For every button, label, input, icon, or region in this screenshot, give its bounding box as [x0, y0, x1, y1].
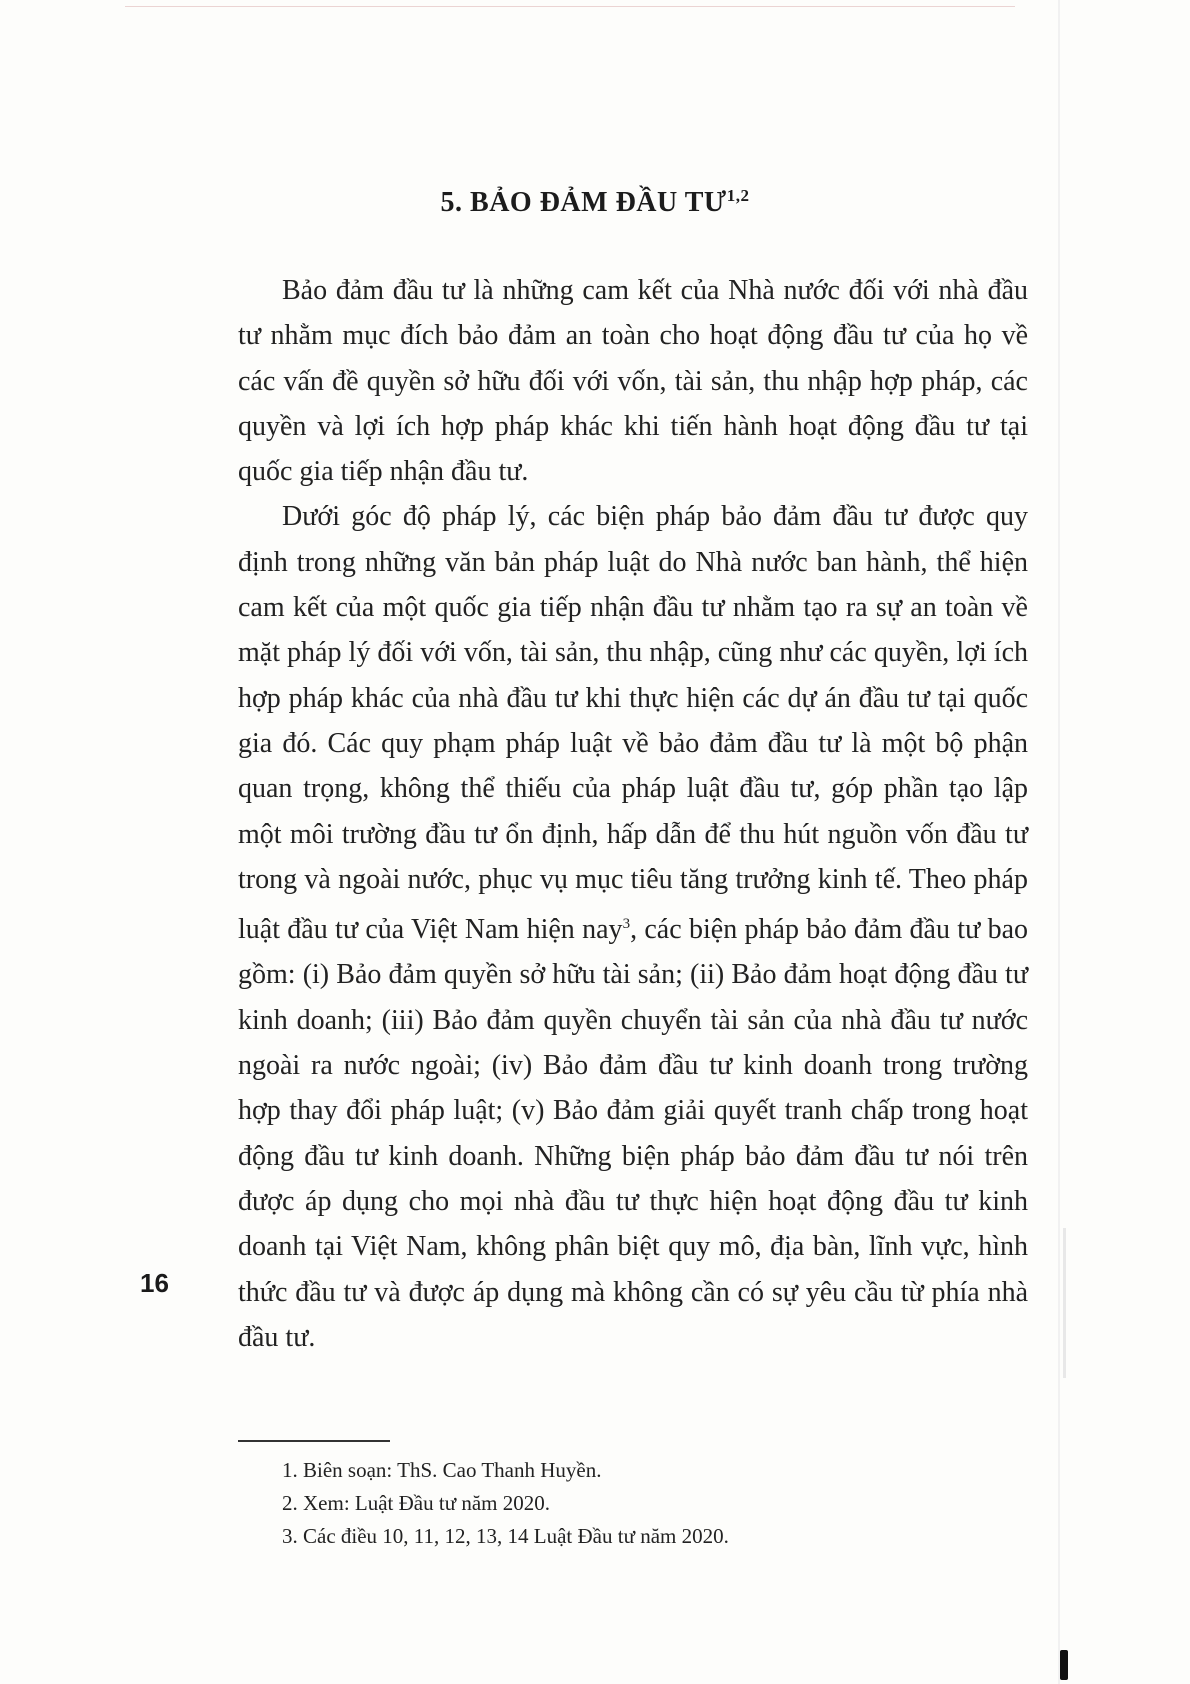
footnote-ref-3: 3 [622, 916, 631, 933]
paragraph-2-part-1: Dưới góc độ pháp lý, các biện pháp bảo đảm đầu tư được quy định trong những văn bản pháp luật do Nhà nước ban hành, thể hiện cam kết của một quốc gia tiếp nhận đầu tư nhằm tạo ra sự an toàn về mặt pháp lý đối với vốn, tài sản, thu nhập, cũng như các quyền, lợi ích hợp pháp khác của nhà đầu tư khi thực hiện các dự án đầu tư tại quốc gia đó. Các quy phạm pháp luật về bảo đảm đầu tư là một bộ phận quan trọng, không thể thiếu của pháp luật đầu tư, góp phần tạo lập một môi trường đầu tư ổn định, hấp dẫn để thu hút nguồn vốn đầu tư trong và ngoài nước, phục vụ mục tiêu tăng trưởng kinh tế. Theo pháp luật đầu tư của Việt Nam hiện nay [238, 501, 1028, 946]
page-number: 16 [140, 1268, 169, 1298]
section-heading [0, 186, 1190, 219]
footnote-3: 3. Các điều 10, 11, 12, 13, 14 Luật Đầu tư năm 2020. [282, 1524, 729, 1548]
paragraph-1: Bảo đảm đầu tư là những cam kết của Nhà nước đối với nhà đầu tư nhằm mục đích bảo đảm an toàn cho hoạt động đầu tư của họ về các vấn đề quyền sở hữu đối với vốn, tài sản, thu nhập hợp pháp, các quyền và lợi ích hợp pháp khác khi tiến hành hoạt động đầu tư tại quốc gia tiếp nhận đầu tư. [238, 275, 1028, 488]
footnote-2: 2. Xem: Luật Đầu tư năm 2020. [282, 1491, 550, 1515]
paragraph-2 [238, 494, 1028, 1360]
page-top-edge [125, 6, 1015, 13]
binding-shadow [1063, 1228, 1066, 1378]
footnotes [282, 1454, 1022, 1553]
heading-footnote-refs: 1,2 [726, 186, 750, 205]
body-text [238, 268, 1028, 1360]
section-heading-text: 5. BẢO ĐẢM ĐẦU TƯ [440, 187, 727, 218]
scan-mark [1060, 1650, 1068, 1680]
paragraph-2-part-2: , các biện pháp bảo đảm đầu tư bao gồm: (i) Bảo đảm quyền sở hữu tài sản; (ii) Bảo đảm hoạt động đầu tư kinh doanh; (iii) Bảo đảm quyền chuyển tài sản của nhà đầu tư nước ngoài ra nước ngoài; (iv) Bảo đảm đầu tư kinh doanh trong trường hợp thay đổi pháp luật; (v) Bảo đảm giải quyết tranh chấp trong hoạt động đầu tư kinh doanh. Những biện pháp bảo đảm đầu tư nói trên được áp dụng cho mọi nhà đầu tư thực hiện hoạt động đầu tư kinh doanh tại Việt Nam, không phân biệt quy mô, địa bàn, lĩnh vực, hình thức đầu tư và được áp dụng mà không cần có sự yêu cầu từ phía nhà đầu tư. [238, 914, 1028, 1353]
page-right-edge [1058, 0, 1060, 1684]
footnote-1: 1. Biên soạn: ThS. Cao Thanh Huyền. [282, 1458, 602, 1482]
footnote-divider [238, 1440, 390, 1442]
